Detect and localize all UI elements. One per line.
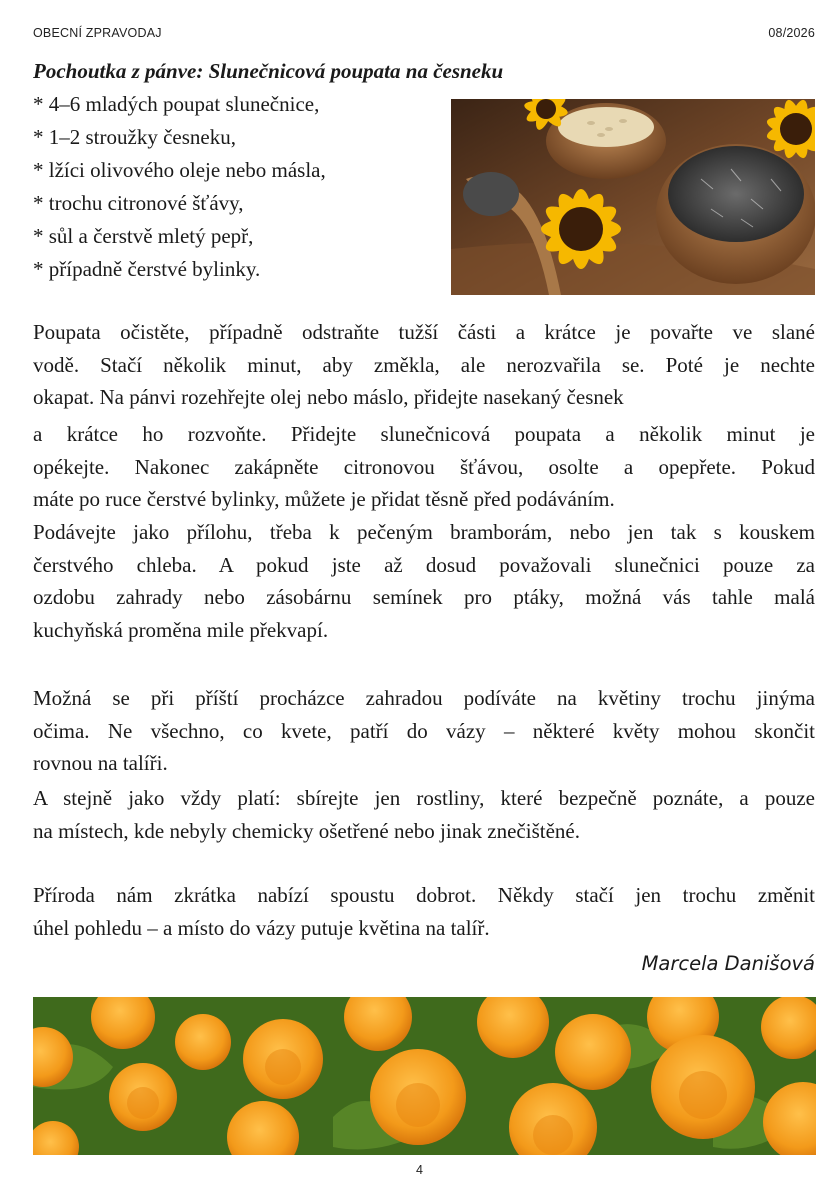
paragraph-walk: Možná se při příští procházce zahradou podíváte na květiny trochu jinýma očima. Ne všechno, co kvete, patří do vázy – některé květy mohou skončit rovnou na talíři. [33, 686, 815, 775]
paragraph-safety: A stejně jako vždy platí: sbírejte jen rostliny, které bezpečně poznáte, a pouze na místech, kde nebyly chemicky ošetřené nebo jinak znečištěné. [33, 786, 815, 843]
ingredient-item: * trochu citronové šťávy, [33, 191, 244, 215]
marigold-photo [33, 997, 816, 1155]
ingredient-item: * 1–2 stroužky česneku, [33, 125, 236, 149]
ingredients-list [33, 88, 326, 286]
paragraph-preparation: Poupata očistěte, případně odstraňte tužší části a krátce je povařte ve slané vodě. Stačí několik minut, aby změkla, ale nerozvařila se. Poté je nechte okapat. Na pánvi rozehřejte olej nebo máslo, přidejte nasekaný česnek [33, 320, 815, 409]
paragraph-cooking: a krátce ho rozvoňte. Přidejte slunečnicová poupata a několik minut je opékejte. Nakonec zakápněte citronovou šťávou, osolte a opepřete. Pokud máte po ruce čerstvé bylinky, můžete je přidat těsně před podáváním. [33, 422, 815, 511]
sunflower-seeds-photo [451, 99, 815, 295]
paragraph-closing: Příroda nám zkrátka nabízí spoustu dobrot. Někdy stačí jen trochu změnit úhel pohledu – a místo do vázy putuje květina na talíř. [33, 883, 815, 940]
ingredient-item: * sůl a čerstvě mletý pepř, [33, 224, 254, 248]
author-signature: Marcela Danišová [641, 952, 815, 975]
page-number: 4 [416, 1163, 423, 1177]
ingredient-item: * 4–6 mladých poupat slunečnice, [33, 92, 320, 116]
paragraph-serving: Podávejte jako přílohu, třeba k pečeným bramborám, nebo jen tak s kouskem čerstvého chleba. A pokud jste až dosud považovali slunečnici pouze za ozdobu zahrady nebo zásobárnu semínek pro ptáky, možná vás tahle malá kuchyňská proměna mile překvapí. [33, 520, 815, 642]
issue-date: 08/2026 [768, 26, 815, 40]
ingredient-item: * případně čerstvé bylinky. [33, 257, 261, 281]
ingredient-item: * lžíci olivového oleje nebo másla, [33, 158, 326, 182]
article-title: Pochoutka z pánve: Slunečnicová poupata na česneku [33, 59, 504, 83]
newsletter-name: OBECNÍ ZPRAVODAJ [33, 26, 162, 40]
